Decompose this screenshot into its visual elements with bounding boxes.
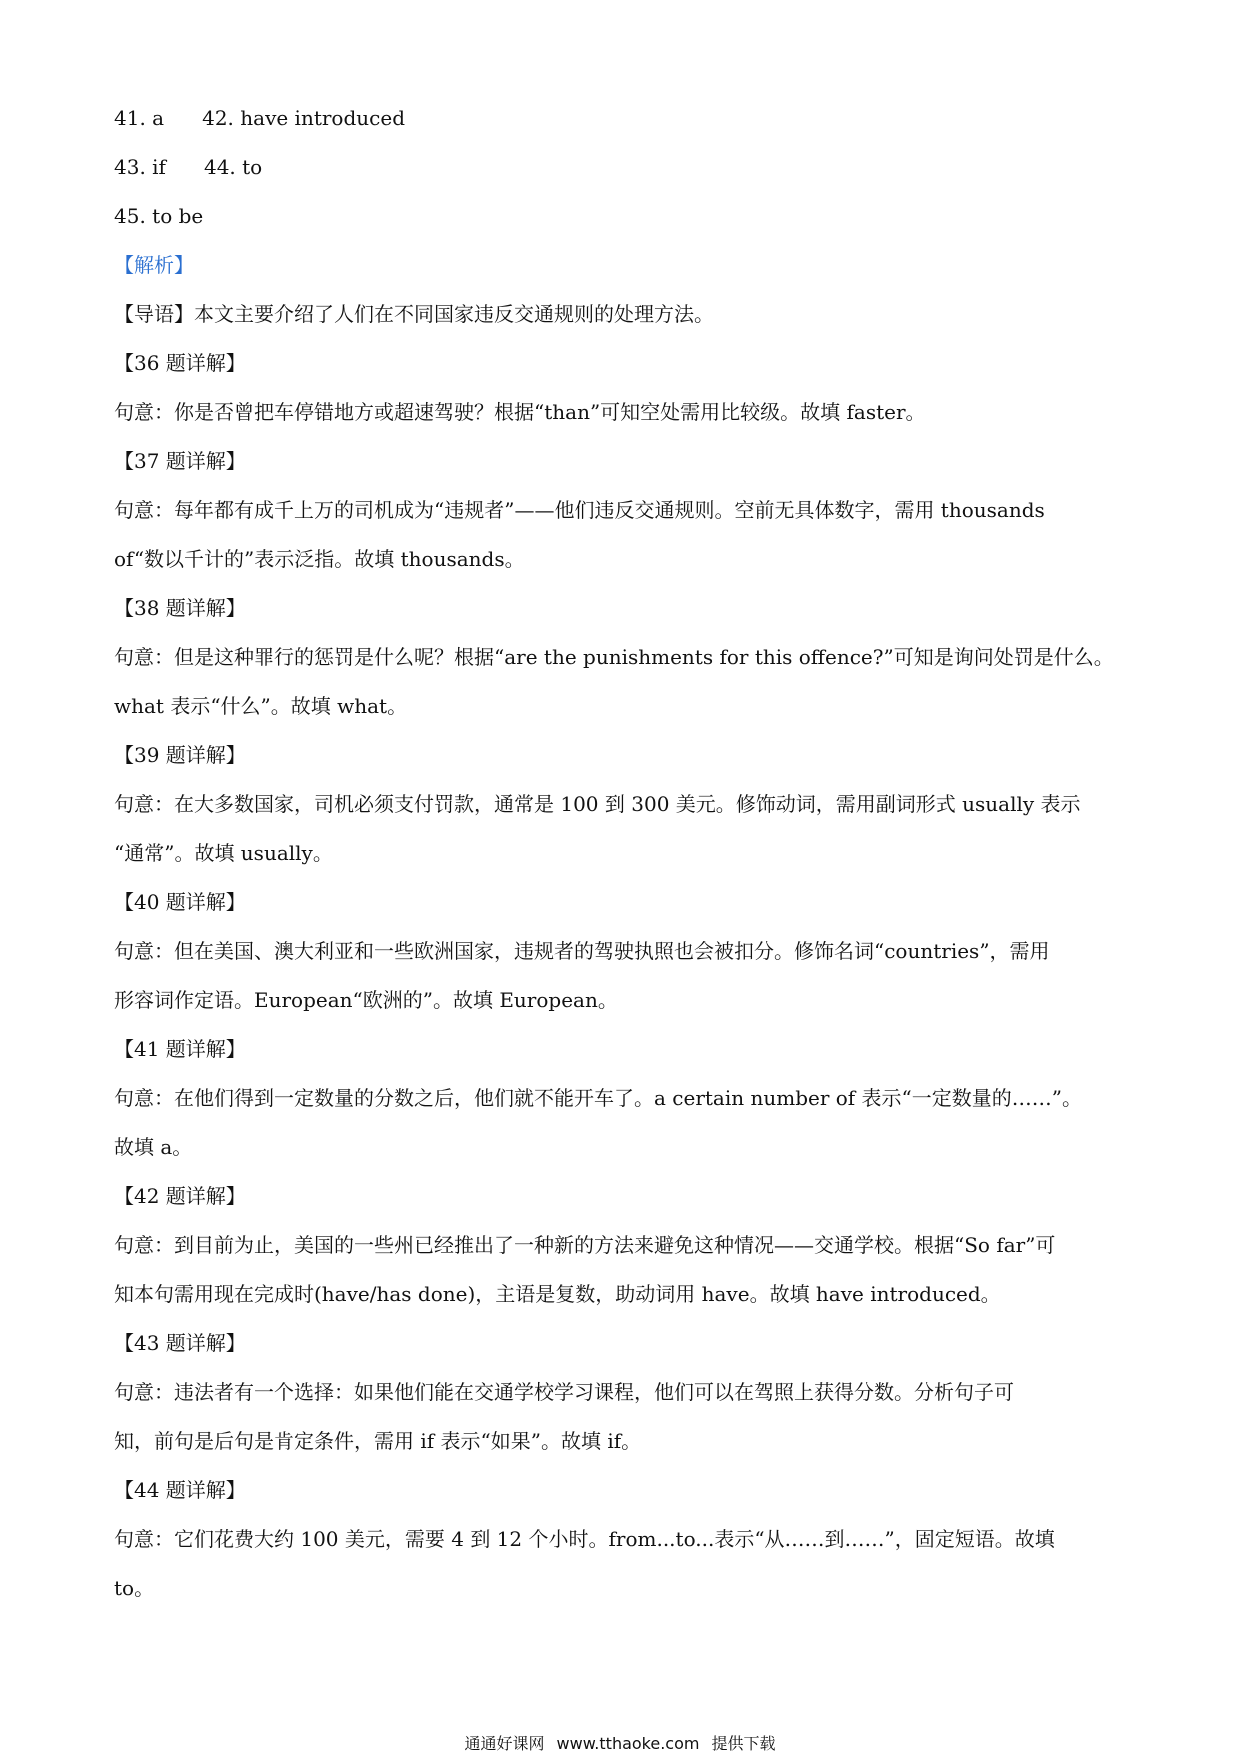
item-40-line-2: 形容词作定语。European“欧洲的”。故填 European。 [114, 988, 618, 1012]
item-43-heading: 【43 题详解】 [114, 1331, 246, 1355]
analysis-label: 【解析】 [114, 253, 194, 277]
item-38-heading: 【38 题详解】 [114, 596, 246, 620]
answer-44: 44. to [203, 155, 263, 179]
item-43-line-2: 知，前句是后句是肯定条件，需用 if 表示“如果”。故填 if。 [114, 1429, 642, 1453]
answer-43: 43. if [114, 155, 166, 179]
footer-suffix: 提供下载 [711, 1734, 776, 1753]
answer-42: 42. have introduced [202, 106, 405, 130]
document-body [114, 104, 1134, 1623]
item-44-line-2: to。 [114, 1576, 155, 1600]
answer-41: 41. a [114, 106, 165, 130]
item-44-heading: 【44 题详解】 [114, 1478, 246, 1502]
item-39-line-2: “通常”。故填 usually。 [114, 841, 333, 865]
item-37-heading: 【37 题详解】 [114, 449, 246, 473]
item-41-heading: 【41 题详解】 [114, 1037, 246, 1061]
intro-text: 【导语】本文主要介绍了人们在不同国家违反交通规则的处理方法。 [114, 302, 714, 326]
item-43-line-1: 句意：违法者有一个选择：如果他们能在交通学校学习课程，他们可以在驾照上获得分数。分析句子可 [114, 1380, 1014, 1404]
item-37-line-2: of“数以千计的”表示泛指。故填 thousands。 [114, 547, 525, 571]
item-44-line-1: 句意：它们花费大约 100 美元，需要 4 到 12 个小时。from...to...表示“从……到……”，固定短语。故填 [114, 1527, 1055, 1551]
item-36-heading: 【36 题详解】 [114, 351, 246, 375]
item-42-line-1: 句意：到目前为止，美国的一些州已经推出了一种新的方法来避免这种情况——交通学校。根据“So far”可 [114, 1233, 1056, 1257]
item-38-line-2: what 表示“什么”。故填 what。 [114, 694, 408, 718]
answer-45: 45. to be [114, 204, 204, 228]
item-36-line-1: 句意：你是否曾把车停错地方或超速驾驶？根据“than”可知空处需用比较级。故填 faster。 [114, 400, 926, 424]
answer-row-1 [114, 104, 1134, 132]
item-40-heading: 【40 题详解】 [114, 890, 246, 914]
item-42-line-2: 知本句需用现在完成时(have/has done)，主语是复数，助动词用 have。故填 have introduced。 [114, 1282, 1001, 1306]
item-37-line-1: 句意：每年都有成千上万的司机成为“违规者”——他们违反交通规则。空前无具体数字，需用 thousands [114, 498, 1045, 522]
item-38-line-1: 句意：但是这种罪行的惩罚是什么呢？根据“are the punishments for this offence?”可知是询问处罚是什么。 [114, 645, 1114, 669]
item-39-heading: 【39 题详解】 [114, 743, 246, 767]
answer-row-3 [114, 202, 1134, 230]
item-41-line-2: 故填 a。 [114, 1135, 193, 1159]
item-39-line-1: 句意：在大多数国家，司机必须支付罚款，通常是 100 到 300 美元。修饰动词，需用副词形式 usually 表示 [114, 792, 1081, 816]
footer-url-link[interactable]: www.tthaoke.com [556, 1734, 700, 1753]
page-footer [0, 1734, 1240, 1754]
item-41-line-1: 句意：在他们得到一定数量的分数之后，他们就不能开车了。a certain number of 表示“一定数量的……”。 [114, 1086, 1083, 1110]
item-42-heading: 【42 题详解】 [114, 1184, 246, 1208]
item-40-line-1: 句意：但在美国、澳大利亚和一些欧洲国家，违规者的驾驶执照也会被扣分。修饰名词“countries”，需用 [114, 939, 1050, 963]
answer-row-2 [114, 153, 1134, 181]
footer-site-name: 通通好课网 [464, 1734, 545, 1753]
